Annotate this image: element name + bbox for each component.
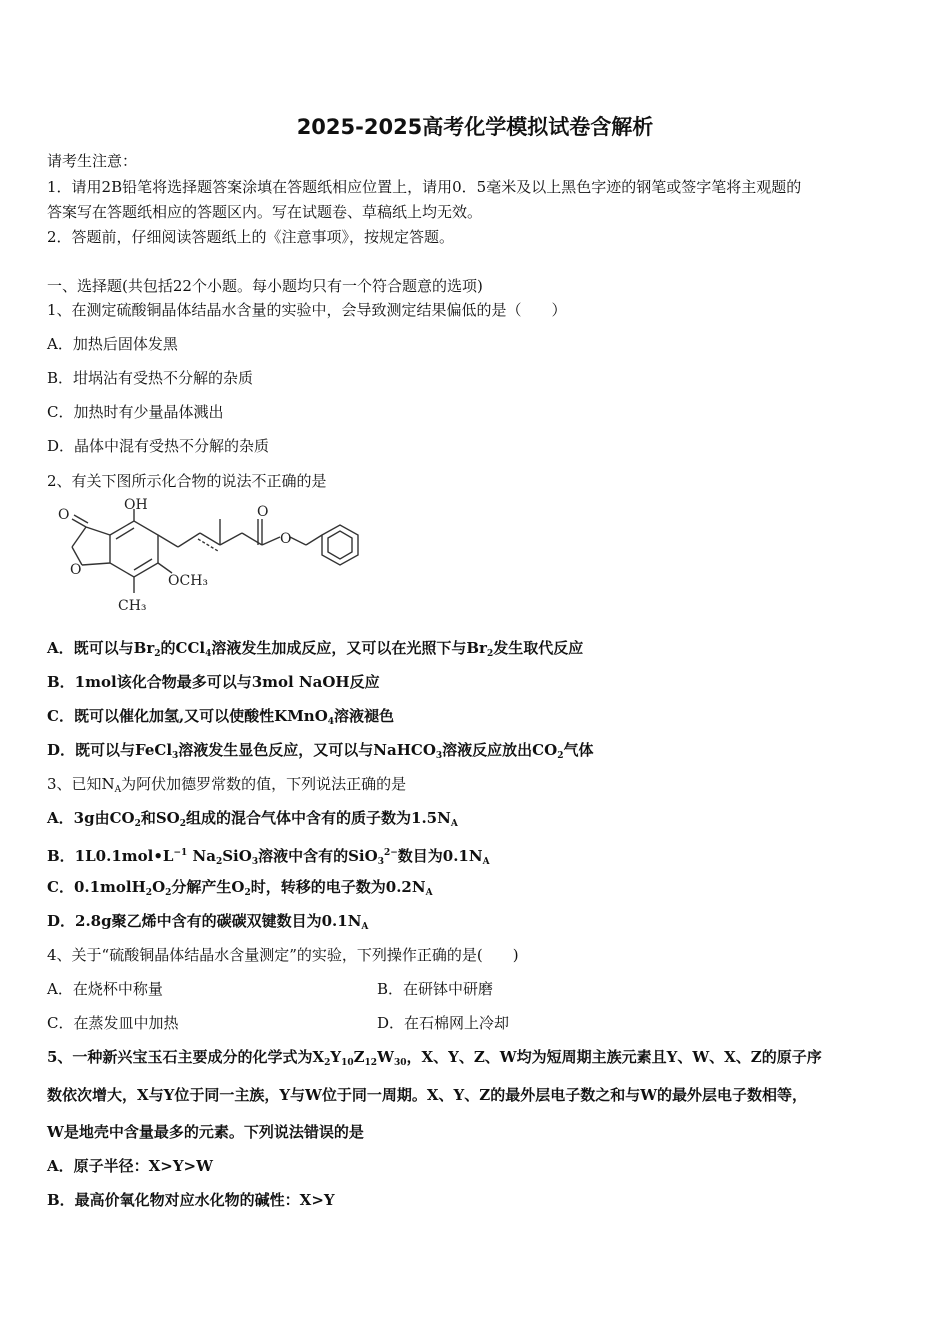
mol-ch3-label: CH₃ xyxy=(118,598,147,614)
q5-stem-line-3: W是地壳中含量最多的元素。下列说法错误的是 xyxy=(47,1123,364,1141)
q3-option-b: B．$1L0.1mol•L^{-1}$ $Na_2SiO_3$溶液中含有的SiO$_3^{2-}$数目为$0.1N_A$ xyxy=(47,847,490,867)
q4-option-b: B．在研钵中研磨 xyxy=(377,980,494,998)
section-heading: 一、选择题(共包括22个小题。每小题均只有一个符合题意的选项) xyxy=(47,277,483,295)
notice-item-1-line-1: 1．请用2B铅笔将选择题答案涂填在答题纸相应位置上，请用0．5毫米及以上黑色字迹的钢笔或签字笔将主观题的 xyxy=(47,178,802,196)
notice-item-2: 2．答题前，仔细阅读答题纸上的《注意事项》，按规定答题。 xyxy=(47,228,455,246)
mol-ester-o: O xyxy=(280,531,292,547)
q4-stem: 4、关于“硫酸铜晶体结晶水含量测定”的实验，下列操作正确的是( ) xyxy=(47,946,519,964)
q5-stem-line-1: 5、一种新兴宝玉石主要成分的化学式为$X_2Y_{10}Z_{12}W_{30}$，X、Y、Z、W均为短周期主族元素且Y、W、X、Z的原子序 xyxy=(47,1048,822,1068)
q3-option-d: D．2.8g聚乙烯中含有的碳碳双键数目为$0.1N_A$ xyxy=(47,912,369,932)
mol-ring-o: O xyxy=(70,562,82,578)
q1-option-b: B．坩埚沾有受热不分解的杂质 xyxy=(47,369,254,387)
page-title: 2025-2025高考化学模拟试卷含解析 xyxy=(296,115,654,139)
q5-option-a: A．原子半径：X>Y>W xyxy=(47,1157,213,1175)
q3-option-c: C．$0.1molH_2O_2$分解产生$O_2$时，转移的电子数为$0.2N_A$ xyxy=(47,878,433,898)
q1-option-a: A．加热后固体发黑 xyxy=(47,335,178,353)
q4-option-c: C．在蒸发皿中加热 xyxy=(47,1014,179,1032)
mol-oh-label: OH xyxy=(124,497,148,513)
q4-option-a: A．在烧杯中称量 xyxy=(47,980,163,998)
q1-option-d: D．晶体中混有受热不分解的杂质 xyxy=(47,437,270,455)
q1-stem: 1、在测定硫酸铜晶体结晶水含量的实验中，会导致测定结果偏低的是（ ） xyxy=(47,301,567,319)
q2-option-c: C．既可以催化加氢,又可以使酸性KMnO$_4$溶液褪色 xyxy=(47,707,395,727)
structural-formula-image xyxy=(50,497,370,622)
mol-carbonyl-o: O xyxy=(58,507,70,523)
q3-stem: 3、已知$N_A$为阿伏加德罗常数的值，下列说法正确的是 xyxy=(47,775,407,795)
q3-option-a: A．3g由$CO_2$和$SO_2$组成的混合气体中含有的质子数为$1.5N_A$ xyxy=(47,809,458,829)
q5-stem-line-2: 数依次增大，X与Y位于同一主族，Y与W位于同一周期。X、Y、Z的最外层电子数之和与W的最外层电子数相等， xyxy=(47,1086,808,1104)
q2-option-d: D．既可以与FeCl$_3$溶液发生显色反应，又可以与NaHCO$_3$溶液反应放出$CO_2$气体 xyxy=(47,741,594,761)
notice-heading: 请考生注意： xyxy=(47,152,138,170)
q4-option-d: D．在石棉网上冷却 xyxy=(377,1014,510,1032)
mol-och3-label: OCH₃ xyxy=(168,573,209,589)
q5-option-b: B．最高价氧化物对应水化物的碱性：X>Y xyxy=(47,1191,335,1209)
q2-option-a: A．既可以与$Br_2$的CCl$_4$溶液发生加成反应，又可以在光照下与$Br_2$发生取代反应 xyxy=(47,639,584,659)
q1-option-c: C．加热时有少量晶体溅出 xyxy=(47,403,224,421)
q2-option-b: B．1mol该化合物最多可以与3mol NaOH反应 xyxy=(47,673,380,691)
q2-stem: 2、有关下图所示化合物的说法不正确的是 xyxy=(47,472,327,490)
mol-ester-carbonyl-o: O xyxy=(257,504,269,520)
notice-item-1-line-2: 答案写在答题纸相应的答题区内。写在试题卷、草稿纸上均无效。 xyxy=(47,203,483,221)
